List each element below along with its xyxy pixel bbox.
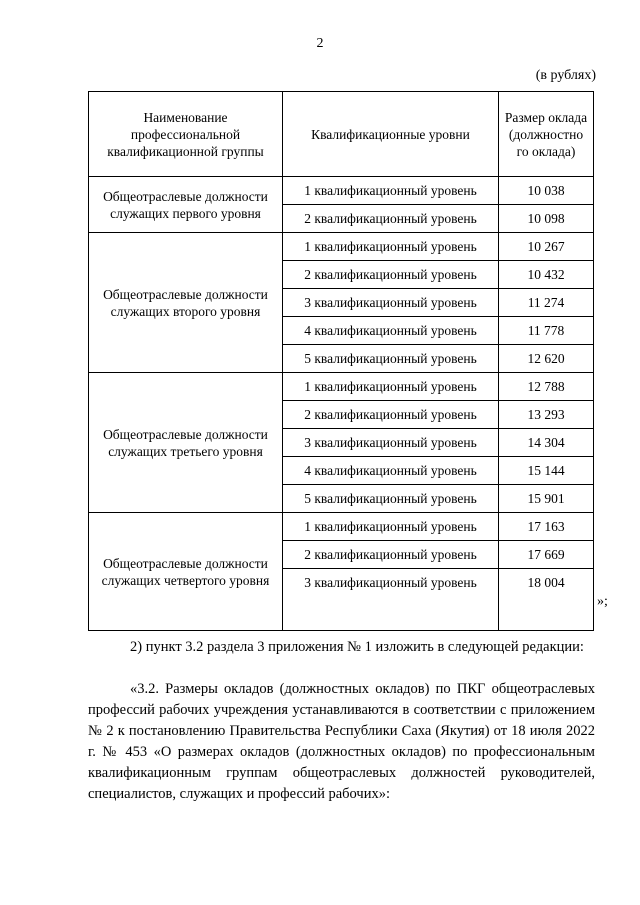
table-row bbox=[89, 177, 594, 205]
salary-cell: 10 432 bbox=[499, 261, 594, 289]
qualification-level-cell: 1 квалификационный уровень bbox=[283, 373, 499, 401]
table-closing-mark: »; bbox=[597, 594, 608, 609]
salary-cell: 10 267 bbox=[499, 233, 594, 261]
page-number: 2 bbox=[316, 36, 324, 51]
qualification-level-cell: 2 квалификационный уровень bbox=[283, 261, 499, 289]
salary-cell: 17 669 bbox=[499, 541, 594, 569]
table-header-row bbox=[89, 92, 594, 177]
qualification-level-cell: 4 квалификационный уровень bbox=[283, 317, 499, 345]
group-name-cell: Общеотраслевые должности служащих третьего уровня bbox=[89, 373, 283, 513]
qualification-level-cell: 5 квалификационный уровень bbox=[283, 485, 499, 513]
salary-cell: 15 901 bbox=[499, 485, 594, 513]
qualification-level-cell: 5 квалификационный уровень bbox=[283, 345, 499, 373]
qualification-level-cell: 1 квалификационный уровень bbox=[283, 513, 499, 541]
group-name-cell: Общеотраслевые должности служащих четвертого уровня bbox=[89, 513, 283, 631]
salary-table bbox=[88, 91, 594, 631]
salary-cell: 12 620 bbox=[499, 345, 594, 373]
header-qualification-level: Квалификационные уровни bbox=[283, 92, 499, 177]
units-note: (в рублях) bbox=[535, 68, 596, 83]
empty-cell bbox=[499, 596, 594, 631]
qualification-level-cell: 1 квалификационный уровень bbox=[283, 177, 499, 205]
empty-cell bbox=[283, 596, 499, 631]
table-row bbox=[89, 513, 594, 541]
table-row bbox=[89, 373, 594, 401]
group-name-cell: Общеотраслевые должности служащих второго уровня bbox=[89, 233, 283, 373]
salary-cell: 15 144 bbox=[499, 457, 594, 485]
salary-cell: 11 274 bbox=[499, 289, 594, 317]
salary-cell: 13 293 bbox=[499, 401, 594, 429]
salary-cell: 12 788 bbox=[499, 373, 594, 401]
salary-cell: 14 304 bbox=[499, 429, 594, 457]
qualification-level-cell: 2 квалификационный уровень bbox=[283, 401, 499, 429]
qualification-level-cell: 3 квалификационный уровень bbox=[283, 429, 499, 457]
qualification-level-cell: 3 квалификационный уровень bbox=[283, 289, 499, 317]
header-group-name: Наименование профессиональной квалификационной группы bbox=[89, 92, 283, 177]
group-name-cell: Общеотраслевые должности служащих первого уровня bbox=[89, 177, 283, 233]
paragraph-clause-3-2: «3.2. Размеры окладов (должностных окладов) по ПКГ общеотраслевых профессий рабочих учреждения устанавливаются в соответствии с приложением № 2 к постановлению Правительства Республики Саха (Якутия) от 18 июля 2022 г. № 453 «О размерах окладов (должностных окладов) по профессиональным квалификационным группам общеотраслевых должностей руководителей, специалистов, служащих и профессий рабочих»: bbox=[88, 681, 595, 802]
paragraph-amendment: 2) пункт 3.2 раздела 3 приложения № 1 изложить в следующей редакции: bbox=[130, 639, 584, 655]
header-salary: Размер оклада (должностно го оклада) bbox=[499, 92, 594, 177]
qualification-level-cell: 3 квалификационный уровень bbox=[283, 569, 499, 597]
salary-cell: 10 098 bbox=[499, 205, 594, 233]
salary-cell: 11 778 bbox=[499, 317, 594, 345]
salary-cell: 18 004 bbox=[499, 569, 594, 597]
qualification-level-cell: 2 квалификационный уровень bbox=[283, 205, 499, 233]
qualification-level-cell: 4 квалификационный уровень bbox=[283, 457, 499, 485]
table-body bbox=[89, 177, 594, 631]
salary-cell: 10 038 bbox=[499, 177, 594, 205]
qualification-level-cell: 2 квалификационный уровень bbox=[283, 541, 499, 569]
qualification-level-cell: 1 квалификационный уровень bbox=[283, 233, 499, 261]
table-row bbox=[89, 233, 594, 261]
salary-cell: 17 163 bbox=[499, 513, 594, 541]
